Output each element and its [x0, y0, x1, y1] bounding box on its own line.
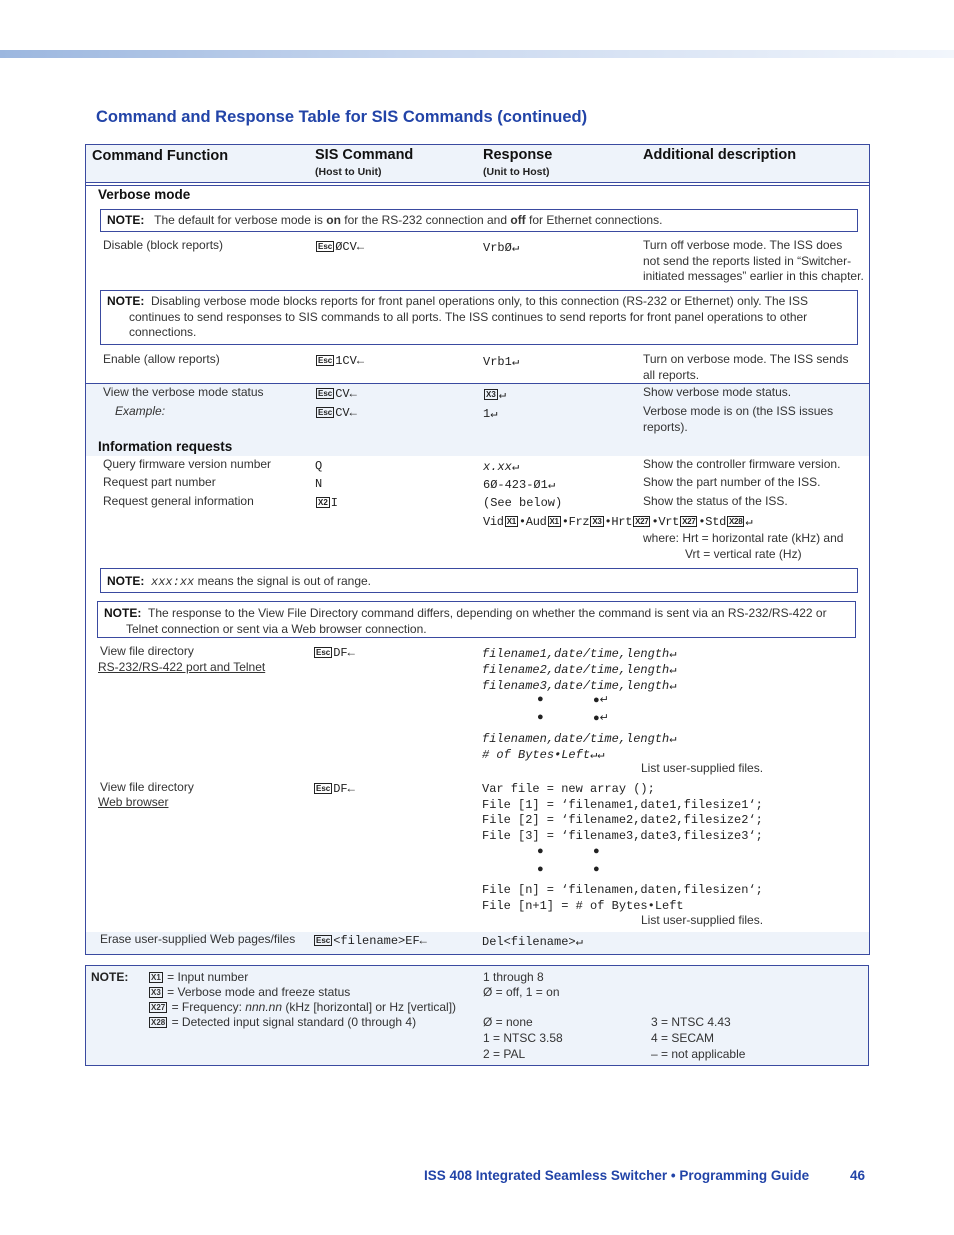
bullet-icon: ● [593, 712, 600, 724]
note-default-verbose [100, 209, 858, 232]
note-text: connections. [129, 325, 197, 339]
legend-x28 [148, 1015, 416, 1031]
bullet-enter-row [593, 711, 609, 724]
cmd-text: 1CV [335, 354, 357, 368]
fn-rs232-telnet-subtitle: RS-232/RS-422 port and Telnet [98, 660, 266, 674]
bullet-icon: ● [537, 845, 544, 857]
bullet-icon: ● [593, 694, 600, 706]
cmd-view-verbose [315, 387, 357, 401]
fn-view-verbose: View the verbose mode status [103, 385, 264, 399]
header-command-function: Command Function [92, 148, 229, 164]
enter-icon: ↵ [575, 935, 583, 949]
send-arrow-icon: ← [347, 782, 355, 796]
note-text: The response to the View File Directory command differs, depending on whether the command is sent via an RS-232/RS-422 or [148, 606, 827, 620]
send-arrow-icon: ← [349, 406, 357, 420]
resp-line: File [3] = ‘filename3,date3,filesize3‘; [482, 828, 763, 843]
send-arrow-icon: ← [347, 646, 355, 660]
resp-file-list-rs232-end [482, 731, 676, 763]
esc-key-icon: Esc [318, 389, 333, 398]
x1-key-icon: X1 [506, 517, 516, 526]
esc-key-icon: Esc [318, 242, 333, 251]
esc-key-icon: Esc [318, 408, 333, 417]
resp-file-list-web-end [482, 883, 763, 914]
footer-guide-title: ISS 408 Integrated Seamless Switcher • Programming Guide [424, 1168, 810, 1183]
cmd-text: CV [335, 387, 350, 401]
resp-line: # of [482, 748, 519, 762]
fn-firmware: Query firmware version number [103, 457, 272, 471]
desc-firmware: Show the controller firmware version. [643, 457, 841, 471]
resp-line: File [2] = ‘filename2,date2,filesize2‘; [482, 813, 763, 827]
resp-general-detail [483, 514, 752, 529]
desc-line: reports). [643, 419, 688, 434]
x27-key-icon: X27 [151, 1003, 166, 1012]
bullet-icon: ● [537, 711, 544, 723]
header-response-sub: (Unit to Host) [483, 166, 550, 178]
legend-std-1: 1 = NTSC 3.58 [483, 1031, 563, 1045]
fn-disable: Disable (block reports) [103, 238, 224, 252]
desc-disable [643, 238, 864, 285]
section-verbose-mode: Verbose mode [98, 187, 191, 202]
resp-example [483, 406, 497, 421]
enter-icon: ↵ [669, 679, 677, 693]
cmd-text: DF [333, 782, 348, 796]
legend-x3 [148, 985, 350, 1001]
resp-text: VrbØ [483, 241, 512, 255]
cmd-disable [315, 240, 364, 254]
enter-icon: ↵ [599, 694, 609, 706]
enter-icon: ↵ [511, 355, 520, 369]
send-arrow-icon: ← [356, 240, 365, 254]
legend-text: (kHz [horizontal] or Hz [vertical]) [282, 1000, 457, 1014]
legend-text: = Frequency: [171, 1000, 246, 1014]
legend-std-0: Ø = none [483, 1015, 533, 1029]
legend-text: nnn.nn [245, 1000, 282, 1014]
cmd-view-file-dir-web [313, 782, 355, 796]
x1-key-icon: X1 [549, 517, 559, 526]
resp-erase [482, 934, 583, 949]
fn-part: Request part number [103, 475, 216, 489]
bullet-enter-row [593, 693, 609, 706]
header-divider [86, 182, 869, 183]
cmd-text: ØCV [335, 240, 357, 254]
send-arrow-icon: ← [349, 387, 357, 401]
note-text: for Ethernet connections. [525, 213, 663, 227]
resp-text: •Hrt [604, 515, 633, 529]
x3-key-icon: X3 [151, 988, 161, 997]
legend-text: = Input number [167, 970, 249, 984]
resp-text: •Vrt [651, 515, 680, 529]
note-text: continues to send responses to SIS commands to all ports. The ISS continues to send reports for front panel operations to other [129, 309, 808, 324]
x28-key-icon: X28 [729, 517, 743, 526]
note-text: means the signal is out of range. [194, 574, 372, 588]
header-divider-2 [86, 185, 869, 186]
resp-text: •Frz [561, 515, 590, 529]
fn-erase: Erase user-supplied Web pages/files [100, 932, 296, 946]
desc-line: not send the reports listed in “Switcher- [643, 253, 852, 268]
legend-std-2: 2 = PAL [483, 1047, 526, 1061]
legend-value-verbose: Ø = off, 1 = on [483, 985, 560, 999]
legend-text: = Detected input signal standard (0 through 4) [171, 1015, 417, 1029]
fn-example: Example: [115, 404, 166, 418]
resp-text: Vrb1 [483, 355, 512, 369]
header-additional-description: Additional description [643, 147, 797, 163]
note-disabling-verbose [100, 290, 858, 345]
resp-text: Del<filename> [482, 935, 576, 949]
resp-line: filenamen,date/time,length [482, 732, 670, 746]
legend-x27 [148, 1000, 456, 1016]
note-label: NOTE: [107, 294, 145, 308]
enter-icon: ↵ [599, 712, 609, 724]
enter-icon: ↵ [547, 478, 556, 492]
cmd-text: <filename>EF [333, 934, 420, 948]
enter-icon: ↵ [511, 460, 520, 474]
header-sis-sub: (Host to Unit) [315, 166, 382, 178]
resp-text: 6Ø-423-Ø1 [483, 478, 548, 492]
enter-icon: ↵ [669, 663, 677, 677]
resp-firmware [483, 459, 519, 474]
cmd-text: CV [335, 406, 350, 420]
resp-file-list-web [482, 782, 763, 844]
esc-key-icon: Esc [318, 356, 333, 365]
x3-key-icon: X3 [486, 390, 496, 399]
note-label: NOTE: [104, 606, 142, 620]
legend-std-na: – = not applicable [651, 1047, 746, 1061]
note-text: The default for verbose mode is [154, 213, 327, 227]
cmd-text: DF [333, 646, 348, 660]
legend-std-4: 4 = SECAM [651, 1031, 715, 1045]
desc-view-file-dir-web: List user-supplied files. [641, 913, 764, 927]
fn-general: Request general information [103, 494, 254, 508]
legend-std-3: 3 = NTSC 4.43 [651, 1015, 731, 1029]
x27-key-icon: X27 [635, 517, 649, 526]
note-label: NOTE: [107, 213, 145, 227]
x28-key-icon: X28 [151, 1018, 166, 1027]
enter-icon: ↵ [669, 647, 677, 661]
resp-part [483, 477, 555, 492]
note-text: Telnet connection or sent via a Web browser connection. [126, 621, 427, 636]
esc-key-icon: Esc [316, 936, 331, 945]
legend-x1 [148, 970, 248, 986]
legend-text: = Verbose mode and freeze status [167, 985, 351, 999]
fn-enable: Enable (allow reports) [103, 352, 220, 366]
resp-text: •Aud [518, 515, 547, 529]
bullet-icon: ● [537, 863, 544, 875]
bullet-icon: ● [537, 693, 544, 705]
resp-general: (See below) [483, 496, 563, 510]
enter-icon: ↵ [597, 748, 605, 762]
enter-icon: ↵ [590, 748, 598, 762]
note-text: for the RS-232 connection and [340, 213, 511, 227]
desc-enable [643, 352, 848, 383]
header-sis-command: SIS Command [315, 147, 414, 163]
resp-text: x.xx [483, 460, 512, 474]
resp-line: File [n+1] = # of Bytes•Left [482, 898, 684, 913]
legend-note-label: NOTE: [91, 970, 129, 984]
esc-key-icon: Esc [316, 784, 331, 793]
cmd-example [315, 406, 357, 420]
note-bold-off: off [510, 213, 526, 227]
enter-icon: ↵ [669, 732, 677, 746]
x1-key-icon: X1 [151, 973, 161, 982]
cmd-erase [313, 934, 427, 948]
desc-where-2: Vrt = vertical rate (Hz) [685, 547, 802, 561]
desc-part: Show the part number of the ISS. [643, 475, 821, 489]
legend-value-input: 1 through 8 [483, 970, 544, 984]
note-text: Disabling verbose mode blocks reports for front panel operations only, to this connection (RS-232 or Ethernet) only. The ISS [151, 294, 809, 308]
bullet-icon: ● [593, 863, 600, 875]
resp-enable [483, 354, 519, 369]
fn-view-file-dir-rs232: View file directory [100, 644, 194, 658]
resp-line: filename2,date/time,length [482, 663, 670, 677]
resp-text: Vid [483, 515, 504, 529]
top-accent-band [0, 50, 954, 58]
note-code: xxx:xx [151, 575, 195, 589]
resp-line: Bytes•Left [518, 748, 591, 762]
resp-disable [483, 240, 519, 255]
note-bold-on: on [326, 213, 341, 227]
send-arrow-icon: ← [356, 354, 365, 368]
send-arrow-icon: ← [419, 934, 427, 948]
desc-line: Turn on verbose mode. The ISS sends [643, 352, 849, 366]
cmd-general [315, 496, 338, 510]
desc-line: all reports. [643, 367, 700, 382]
resp-line: File [1] = ‘filename1,date1,filesize1‘; [482, 797, 763, 812]
note-label: NOTE: [107, 574, 145, 588]
row-divider [86, 383, 869, 384]
section-information-requests: Information requests [98, 439, 233, 454]
cmd-text: I [330, 496, 338, 510]
header-response: Response [483, 147, 553, 163]
fn-view-file-dir-web: View file directory [100, 780, 194, 794]
cmd-firmware: Q [315, 459, 323, 473]
bullet-icon: ● [593, 845, 600, 857]
fn-web-browser-subtitle: Web browser [98, 795, 169, 809]
enter-icon: ↵ [498, 388, 507, 402]
desc-line: initiated messages” earlier in this chapter. [643, 269, 864, 283]
resp-text: •Std [698, 515, 727, 529]
enter-icon: ↵ [745, 515, 753, 529]
x3-key-icon: X3 [592, 517, 602, 526]
note-file-directory [97, 601, 856, 638]
desc-general: Show the status of the ISS. [643, 494, 788, 508]
desc-where-1: where: Hrt = horizontal rate (kHz) and [643, 531, 844, 545]
footer-page-number: 46 [850, 1168, 866, 1183]
resp-file-list-rs232 [482, 646, 676, 694]
x2-key-icon: X2 [318, 498, 328, 507]
enter-icon: ↵ [511, 241, 520, 255]
resp-line: File [n] = ‘filenamen,daten,filesizen‘; [482, 883, 763, 897]
resp-line: filename3,date/time,length [482, 679, 670, 693]
resp-text: 1 [483, 407, 491, 421]
x27-key-icon: X27 [682, 517, 696, 526]
resp-line: Var file = new array (); [482, 782, 655, 796]
resp-line: filename1,date/time,length [482, 647, 670, 661]
desc-view-verbose: Show verbose mode status. [643, 385, 792, 399]
desc-line: Turn off verbose mode. The ISS does [643, 238, 843, 252]
esc-key-icon: Esc [316, 648, 331, 657]
cmd-enable [315, 354, 364, 368]
note-out-of-range [100, 568, 858, 593]
desc-line: Verbose mode is on (the ISS issues [643, 404, 834, 418]
resp-view-verbose [483, 387, 506, 402]
desc-view-file-dir-rs232: List user-supplied files. [641, 761, 764, 775]
cmd-view-file-dir-rs232 [313, 646, 355, 660]
cmd-part: N [315, 477, 323, 491]
page-title: Command and Response Table for SIS Commands (continued) [96, 108, 588, 126]
desc-example [643, 404, 833, 435]
enter-icon: ↵ [490, 407, 498, 421]
